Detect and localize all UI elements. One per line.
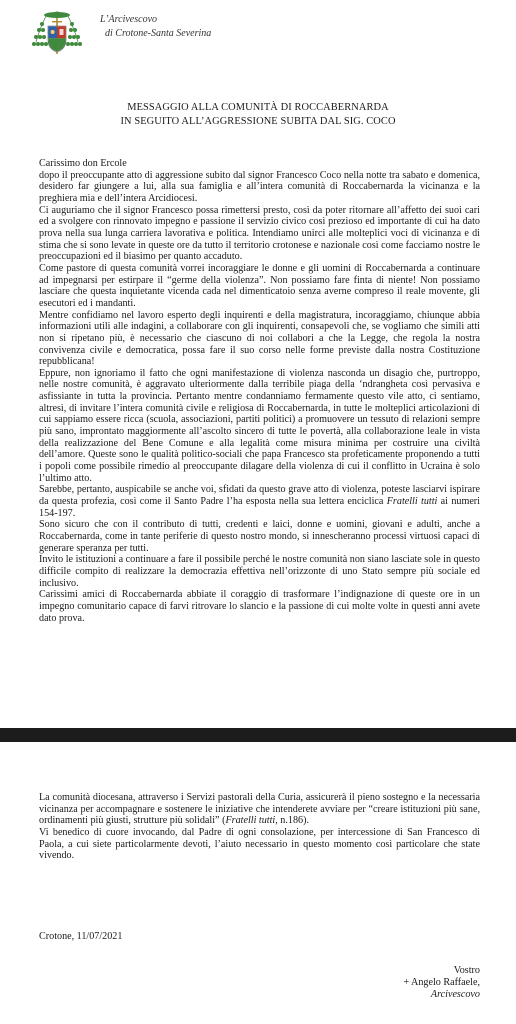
letterhead-line-2: di Crotone-Santa Severina xyxy=(105,28,212,39)
archbishop-coat-of-arms-icon xyxy=(30,8,84,56)
paragraph-3: Come pastore di questa comunità vorrei incoraggiare le donne e gli uomini di Roccabernarda a continuare ad impegnarsi per estirpare il “germe della violenza”. Non possiamo fare finta di niente! Non possiamo lasciare che questa inquietante vicenda cada nel dimenticatoio senza averne compreso il reale movente, gli esecutori ed i mandanti. xyxy=(39,262,480,309)
paragraph-9: Carissimi amici di Roccabernarda abbiate il coraggio di trasformare l’indignazione di queste ore in un impegno comunitario capace di farvi ritrovare lo slancio e la passione di cui molte volte in questi anni avete dato prova. xyxy=(39,589,480,624)
title-line-1: MESSAGGIO ALLA COMUNITÀ DI ROCCABERNARDA xyxy=(127,102,389,113)
paragraph-10-tail: , n.186). xyxy=(275,815,309,827)
paragraph-6-text: Sarebbe, pertanto, auspicabile se anche voi, sfidati da questo grave atto di violenza, poteste lasciarvi ispirare da questa profezia, così come il Santo Padre l’ha esposta nella sua lettera enciclica xyxy=(39,484,480,508)
encyclical-reference: Fratelli tutti xyxy=(225,815,276,827)
paragraph-10-text: La comunità diocesana, attraverso i Servizi pastorali della Curia, assicurerà il pieno sostegno e la necessaria vicinanza per accompagnare e sostenere le iniziative che intenderete avviare per “creare istituzioni più sane, ordinamenti più giusti, strutture più solidali” ( xyxy=(39,792,480,827)
paragraph-6 xyxy=(39,484,480,519)
signature-block xyxy=(403,965,480,1001)
closing: Vostro xyxy=(453,965,480,976)
paragraph-2: Ci auguriamo che il signor Francesco possa rimettersi presto, così da poter ritornare all’affetto dei suoi cari ed a svolgere con rinnovato impegno e passione il servizio civico così prezioso ed importante di cui ha dato prova nella sua lunga carriera lavorativa e politica. Intendiamo unirci alle molteplici voci di vicinanza e di stima che si sono levate in queste ore da tutto il territorio crotonese e nazionale così come facciamo nostre le preoccupazioni ed il biasimo per quanto accaduto. xyxy=(39,204,480,263)
paragraph-7: Sono sicuro che con il contributo di tutti, credenti e laici, donne e uomini, giovani e adulti, anche a Roccabernarda, come in tante periferie di questo nostro mondo, si innescheranno processi virtuosi capaci di generare speranza per tutti. xyxy=(39,519,480,554)
paragraph-5: Eppure, non ignoriamo il fatto che ogni manifestazione di violenza nasconda un disagio che, purtroppo, nelle nostre comunità, è aggravato ulteriormente dalla terribile piaga della ‘ndrangheta così pervasiva e asfissiante in tutta la provincia. Pertanto mentre condanniamo fermamente questo vile atto, ci sentiamo, altresì, di invitare l’intera comunità civile e religiosa di Roccabernarda, in tutte le molteplici articolazioni di cui sappiamo essere ricca (scuola, associazioni, partiti politici) a promuovere un tessuto di relazioni sempre più sano, improntato maggiormente all’ascolto sincero di tutte le povertà, alla collaborazione leale in vista della realizzazione del Bene Comune e alla legalità come misura minima per costruire una civiltà dell’amore. Queste sono le qualità politico-sociali che papa Francesco sta profeticamente proponendo a tutti i popoli come possibile rimedio al preoccupante dilagare della violenza di cui il conflitto in Ucraina è solo l’ultimo atto. xyxy=(39,367,480,484)
document-title xyxy=(0,101,516,129)
paragraph-6-tail: ai numeri 154-197. xyxy=(39,496,480,519)
paragraph-10 xyxy=(39,792,480,827)
letterhead xyxy=(92,13,211,41)
signatory-role: Arcivescovo xyxy=(430,989,480,1000)
page-separator xyxy=(0,728,516,742)
salutation: Carissimo don Ercole xyxy=(39,158,127,169)
encyclical-title: Fratelli tutti xyxy=(386,496,438,508)
letter-page-2 xyxy=(0,742,516,1024)
paragraph-8: Invito le istituzioni a continuare a fare il possibile perché le nostre comunità non siano lasciate sole in questo difficile compito di realizzare la democrazia effettiva nell’orizzonte di uno Stato sempre più sociale ed inclusivo. xyxy=(39,554,480,589)
letterhead-line-1: L’Arcivescovo xyxy=(100,14,158,25)
letter-date: Crotone, 11/07/2021 xyxy=(39,931,123,942)
letter-body xyxy=(39,158,480,624)
signatory-name: + Angelo Raffaele, xyxy=(403,977,480,988)
paragraph-11: Vi benedico di cuore invocando, dal Padre di ogni consolazione, per intercessione di San Francesco di Paola, a cui siete particolarmente devoti, l’aiuto necessario in questo momento così particolare che state vivendo. xyxy=(39,826,480,862)
paragraph-1: dopo il preoccupante atto di aggressione subito dal signor Francesco Coco nella notte tra sabato e domenica, desidero far giungere a lui, alla sua famiglia e all’intera comunità di Roccabernarda la vicinanza e la preghiera mia e dell’intera Arcidiocesi. xyxy=(39,169,480,204)
paragraph-4: Mentre confidiamo nel lavoro esperto degli inquirenti e della magistratura, incoraggiamo, chiunque abbia informazioni utili alle indagini, a collaborare con gli inquirenti, consapevoli che, se vogliamo che simili atti non si ripetano più, è necessario che ciascuno di noi collabori a che la Legge, che regola la nostra convivenza civile e democratica, possa fare il suo corso nelle forme previste dalla nostra Costituzione repubblicana! xyxy=(39,309,480,368)
title-line-2: IN SEGUITO ALL’AGGRESSIONE SUBITA DAL SIG. COCO xyxy=(120,116,396,127)
letter-body-continued xyxy=(39,792,480,862)
